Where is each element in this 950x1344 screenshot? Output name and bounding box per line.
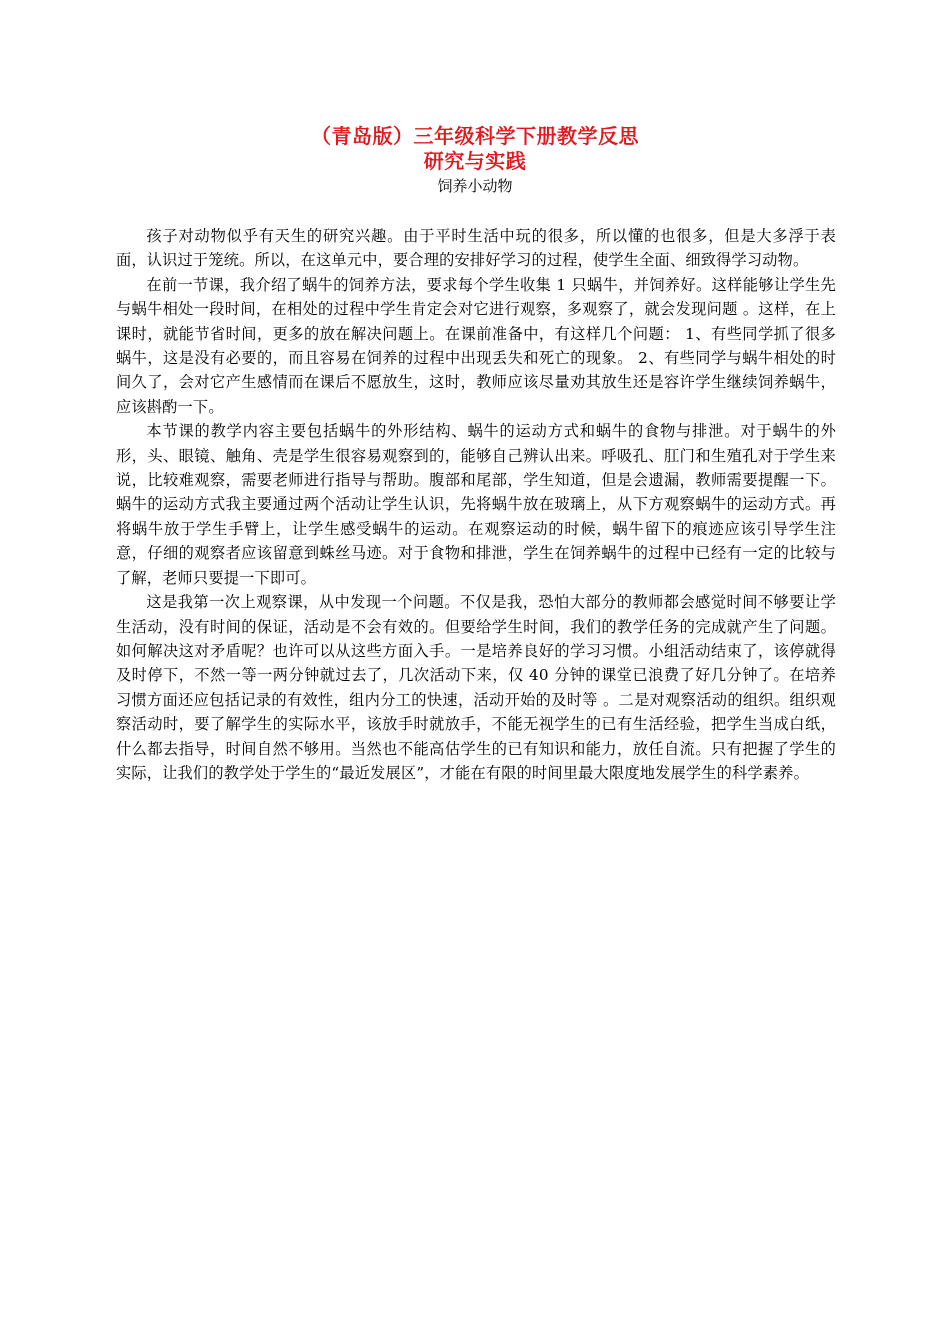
document-title-secondary: 研究与实践 xyxy=(423,149,527,173)
paragraph: 在前一节课，我介绍了蜗牛的饲养方法，要求每个学生收集 1 只蜗牛，并饲养好。这样能够让学生先与蜗牛相处一段时间，在相处的过程中学生肯定会对它进行观察，多观察了，就会发现问题 。这样，在上课时，就能节省时间，更多的放在解决问题上。在课前准备中，有这样几个问题： 1、有些同学抓了很多蜗牛，这是没有必要的，而且容易在饲养的过程中出现丢失和死亡的现象。 2、有些同学与蜗牛相处的时间久了，会对它产生感情而在课后不愿放生，这时，教师应该尽量劝其放生还是容许学生继续饲养蜗牛，应该斟酌一下。 xyxy=(116,275,836,416)
paragraph: 本节课的教学内容主要包括蜗牛的外形结构、蜗牛的运动方式和蜗牛的食物与排泄。对于蜗牛的外形，头、眼镜、触角、壳是学生很容易观察到的，能够自己辨认出来。呼吸孔、肛门和生殖孔对于学生来说，比较难观察，需要老师进行指导与帮助。腹部和尾部，学生知道，但是会遗漏，教师需要提醒一下。蜗牛的运动方式我主要通过两个活动让学生认识，先将蜗牛放在玻璃上，从下方观察蜗牛的运动方式。再将蜗牛放于学生手臂上，让学生感受蜗牛的运动。在观察运动的时候，蜗牛留下的痕迹应该引导学生注意，仔细的观察者应该留意到蛛丝马迹。对于食物和排泄，学生在饲养蜗牛的过程中已经有一定的比较与了解，老师只要提一下即可。 xyxy=(116,422,836,587)
document-subtitle: 饲养小动物 xyxy=(437,177,513,195)
paragraph: 孩子对动物似乎有天生的研究兴趣。由于平时生活中玩的很多，所以懂的也很多，但是大多浮于表面，认识过于笼统。所以，在这单元中，要合理的安排好学习的过程，使学生全面、细致得学习动物。 xyxy=(116,227,836,270)
document-title: （青岛版）三年级科学下册教学反思 xyxy=(311,124,639,148)
title-block xyxy=(0,124,950,197)
paragraph: 这是我第一次上观察课，从中发现一个问题。不仅是我，恐怕大部分的教师都会感觉时间不够要让学生活动，没有时间的保证，活动是不会有效的。但要给学生时间，我们的教学任务的完成就产生了问题。如何解决这对矛盾呢？也许可以从这些方面入手。一是培养良好的学习习惯。小组活动结束了，该停就得及时停下，不然一等一两分钟就过去了，几次活动下来，仅 40 分钟的课堂已浪费了好几分钟了。在培养习惯方面还应包括记录的有效性，组内分工的快速，活动开始的及时等 。二是对观察活动的组织。组织观察活动时，要了解学生的实际水平，该放手时就放手，不能无视学生的已有生活经验，把学生当成白纸，什么都去指导，时间自然不够用。当然也不能高估学生的已有知识和能力，放任自流。只有把握了学生的实际，让我们的教学处于学生的“最近发展区”，才能在有限的时间里最大限度地发展学生的科学素养。 xyxy=(116,593,836,782)
document-body xyxy=(116,224,836,785)
